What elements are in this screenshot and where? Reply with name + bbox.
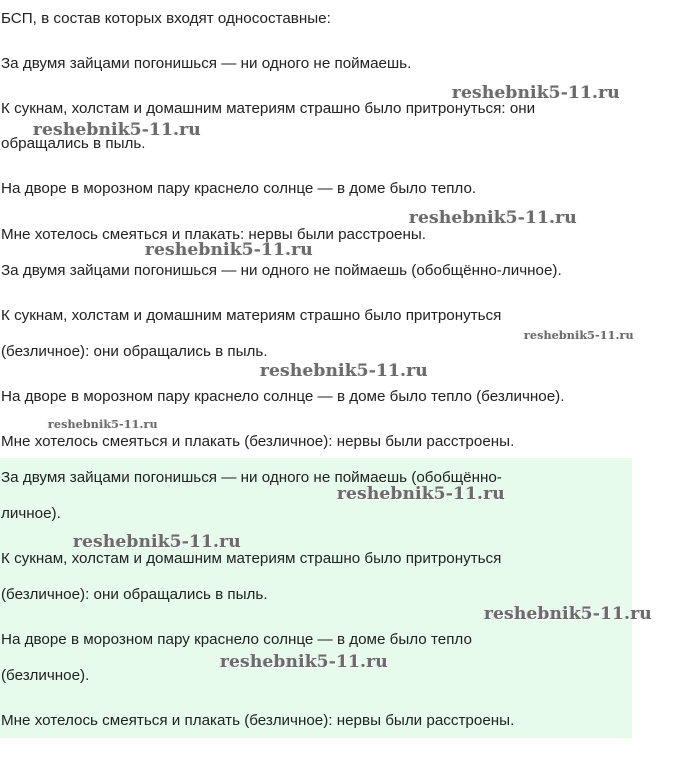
watermark: reshebnik5-11.ru: [145, 240, 313, 260]
classified-sentence-2-line-1: К сукнам, холстам и домашним материям страшно было притронуться: [1, 307, 502, 324]
sentence-1: За двумя зайцами погонишься — ни одного не поймаешь.: [1, 55, 412, 72]
watermark: reshebnik5-11.ru: [452, 83, 620, 103]
watermark: reshebnik5-11.ru: [337, 484, 505, 504]
answer-sentence-4: Мне хотелось смеяться и плакать (безличное): нервы были расстроены.: [1, 712, 515, 729]
classified-sentence-3: На дворе в морозном пару краснело солнце — в доме было тепло (безличное).: [1, 388, 565, 405]
watermark: reshebnik5-11.ru: [33, 120, 201, 140]
intro-text: БСП, в состав которых входят односоставные:: [1, 10, 331, 27]
sentence-2-line-2: обращались в пыль.: [1, 135, 146, 152]
answer-sentence-2-line-2: (безличное): они обращались в пыль.: [1, 586, 268, 603]
sentence-3: На дворе в морозном пару краснело солнце — в доме было тепло.: [1, 180, 477, 197]
classified-sentence-1: За двумя зайцами погонишься — ни одного не поймаешь (обобщённо-личное).: [1, 262, 562, 279]
watermark: reshebnik5-11.ru: [220, 652, 388, 672]
sentence-2-line-1: К сукнам, холстам и домашним материям страшно было притронуться: они: [1, 100, 536, 117]
watermark: reshebnik5-11.ru: [409, 208, 577, 228]
watermark: reshebnik5-11.ru: [260, 361, 428, 381]
answer-sentence-1-line-2: личное).: [1, 505, 61, 522]
sentence-4: Мне хотелось смеяться и плакать: нервы были расстроены.: [1, 226, 426, 243]
classified-sentence-2-line-2: (безличное): они обращались в пыль.: [1, 343, 268, 360]
answer-sentence-2-line-1: К сукнам, холстам и домашним материям страшно было притронуться: [1, 550, 502, 567]
watermark: reshebnik5-11.ru: [48, 418, 158, 431]
answer-sentence-3-line-2: (безличное).: [1, 667, 90, 684]
watermark: reshebnik5-11.ru: [524, 329, 634, 342]
classified-sentence-4: Мне хотелось смеяться и плакать (безличное): нервы были расстроены.: [1, 433, 515, 450]
watermark: reshebnik5-11.ru: [73, 532, 241, 552]
answer-sentence-1-line-1: За двумя зайцами погонишься — ни одного не поймаешь (обобщённо-: [1, 469, 502, 486]
answer-sentence-3-line-1: На дворе в морозном пару краснело солнце — в доме было тепло: [1, 631, 472, 648]
watermark: reshebnik5-11.ru: [484, 604, 652, 624]
